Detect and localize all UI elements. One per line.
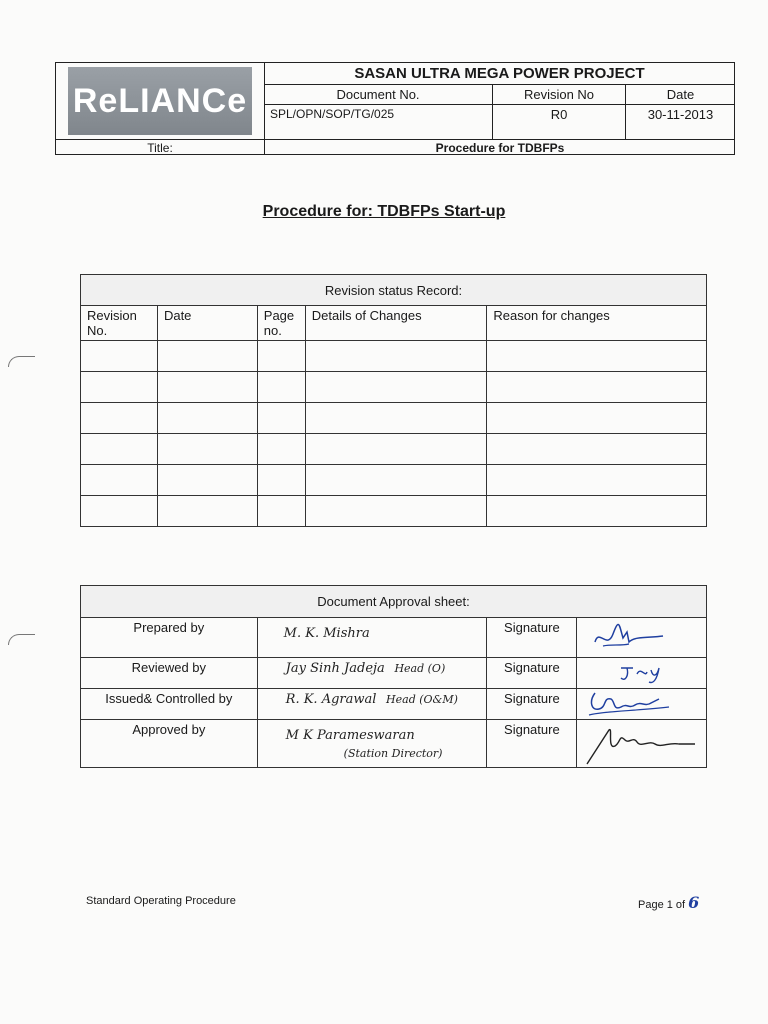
revision-table-caption: Revision status Record: xyxy=(81,275,707,306)
reliance-logo: ReLIANCe xyxy=(68,67,252,135)
role-prepared: Prepared by xyxy=(81,618,258,658)
doc-no-label: Document No. xyxy=(264,85,492,105)
punch-hole-mark xyxy=(8,634,35,645)
title-value: Procedure for TDBFPs xyxy=(264,139,735,155)
footer-doc-type: Standard Operating Procedure xyxy=(86,895,236,907)
doc-no-value: SPL/OPN/SOP/TG/025 xyxy=(270,107,395,121)
signature-label: Signature xyxy=(487,658,577,689)
table-row xyxy=(81,658,707,689)
signature-label: Signature xyxy=(487,720,577,768)
signature-mark xyxy=(585,689,675,719)
prepared-by-name: M. K. Mishra xyxy=(283,626,370,641)
table-row xyxy=(81,372,707,403)
column-header: Date xyxy=(157,306,257,341)
signature-mark xyxy=(579,720,699,768)
reviewed-by-name: Jay Sinh Jadeja xyxy=(285,661,385,676)
column-header: Revision No. xyxy=(81,306,158,341)
issued-by-name: R. K. Agrawal xyxy=(285,692,377,707)
signature-mark xyxy=(589,620,669,654)
signature-label: Signature xyxy=(487,618,577,658)
page-number xyxy=(638,893,699,912)
punch-hole-mark xyxy=(8,356,35,367)
reviewed-by-title: Head (O) xyxy=(394,662,446,675)
date-value: 30-11-2013 xyxy=(625,105,735,140)
page-total: 6 xyxy=(688,893,700,912)
table-row xyxy=(81,341,707,372)
signature-mark xyxy=(617,660,687,686)
table-row xyxy=(81,496,707,527)
table-row xyxy=(81,618,707,658)
page-number-prefix: Page 1 of xyxy=(638,899,686,911)
approved-by-title: (Station Director) xyxy=(343,747,443,760)
column-header: Details of Changes xyxy=(305,306,487,341)
column-header: Page no. xyxy=(257,306,305,341)
role-approved: Approved by xyxy=(81,720,258,768)
revision-status-table xyxy=(80,274,707,527)
table-row xyxy=(81,465,707,496)
column-header: Reason for changes xyxy=(487,306,707,341)
revision-label: Revision No xyxy=(492,85,625,105)
project-title: SASAN ULTRA MEGA POWER PROJECT xyxy=(264,63,735,85)
page-title: Procedure for: TDBFPs Start-up xyxy=(262,203,506,220)
table-row xyxy=(81,689,707,720)
title-label: Title: xyxy=(56,139,264,155)
table-row xyxy=(81,403,707,434)
approved-by-name: M K Parameswaran xyxy=(285,728,415,743)
role-reviewed: Reviewed by xyxy=(81,658,258,689)
logo-cell xyxy=(56,63,265,140)
issued-by-title: Head (O&M) xyxy=(386,693,458,706)
document-header xyxy=(55,62,735,155)
revision-value: R0 xyxy=(492,105,625,140)
signature-label: Signature xyxy=(487,689,577,720)
role-issued: Issued& Controlled by xyxy=(81,689,258,720)
table-row xyxy=(81,720,707,768)
approval-table xyxy=(80,585,707,768)
date-label: Date xyxy=(625,85,735,105)
approval-table-caption: Document Approval sheet: xyxy=(81,586,707,618)
table-row xyxy=(81,434,707,465)
